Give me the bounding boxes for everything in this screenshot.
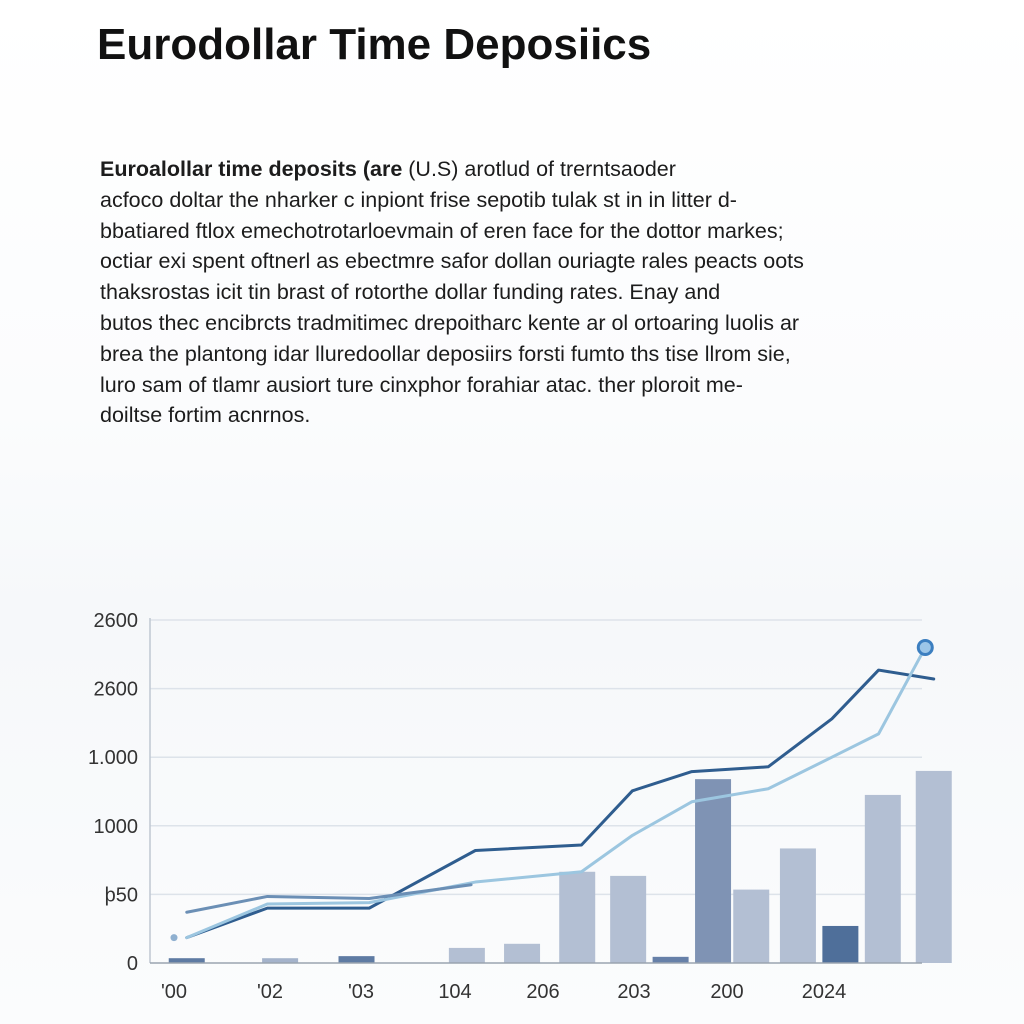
x-tick-label: '02 — [256, 981, 284, 1003]
start-point — [171, 934, 178, 941]
y-tick-label: 1.000 — [87, 747, 138, 770]
bar — [822, 926, 858, 963]
x-tick-label: 104 — [438, 981, 472, 1003]
bar — [339, 956, 375, 963]
paragraph-line: doiltse fortim acnrnos. — [100, 403, 311, 428]
paragraph-line: thaksrostas icit tin brast of rotorthe dollar funding rates. Enay and — [100, 280, 721, 305]
y-tick-label: þ50 — [104, 884, 138, 907]
paragraph-line: bbatiared ftlox emechotrotarloevmain of eren face for the dottor markes; — [100, 218, 784, 243]
bar — [653, 957, 689, 963]
bar — [916, 771, 952, 963]
y-tick-label: 2600 — [93, 678, 138, 701]
x-tick-label: 200 — [710, 981, 744, 1003]
combo-chart — [0, 590, 1024, 1020]
paragraph-line: acfoco doltar the nharker c inpiont frise sepotib tulak st in in litter d- — [100, 187, 737, 212]
paragraph-line — [100, 154, 900, 185]
x-tick-label: 2024 — [801, 981, 847, 1003]
paragraph-line: butos thec encibrcts tradmitimec drepoitharc kente ar ol ortoaring luolis ar — [100, 310, 800, 335]
paragraph-line: brea the plantong idar lluredoollar deposiirs forsti fumto ths tise llrom sie, — [100, 341, 791, 366]
paragraph-lead: Euroalollar time depoѕits (are — [100, 157, 403, 181]
paragraph-line: luro sam of tlamr ausiort ture cinxphor forahiar atac. ther ploroit me- — [100, 372, 743, 397]
intro-paragraph — [100, 154, 900, 431]
y-tick-label: 0 — [126, 953, 138, 975]
page-title: Eurodollar Time Deposiics — [97, 20, 652, 69]
bar — [610, 876, 646, 963]
bar — [780, 848, 816, 963]
series-lines — [171, 640, 934, 941]
bars — [169, 771, 952, 963]
endpoint-marker — [918, 640, 932, 654]
x-tick-label: '03 — [347, 981, 375, 1003]
y-tick-label: 1000 — [93, 815, 138, 838]
x-tick-label: 206 — [526, 981, 560, 1003]
y-tick-label: 2600 — [93, 610, 138, 632]
bar — [559, 872, 595, 963]
x-tick-label: '00 — [160, 981, 188, 1003]
tick-labels — [88, 610, 846, 1003]
chart-area — [0, 590, 1024, 1020]
bar — [733, 890, 769, 963]
bar — [865, 795, 901, 963]
bar — [449, 948, 485, 963]
paragraph-line: octiar exi spent oftnerl as ebectmre safor dollan ouriagte rales peacts oots — [100, 249, 804, 274]
bar — [504, 944, 540, 963]
paragraph-line-text: (U.S) arotlud of trerntsaoder — [402, 157, 676, 181]
x-tick-label: 203 — [617, 981, 651, 1003]
bar — [695, 779, 731, 963]
